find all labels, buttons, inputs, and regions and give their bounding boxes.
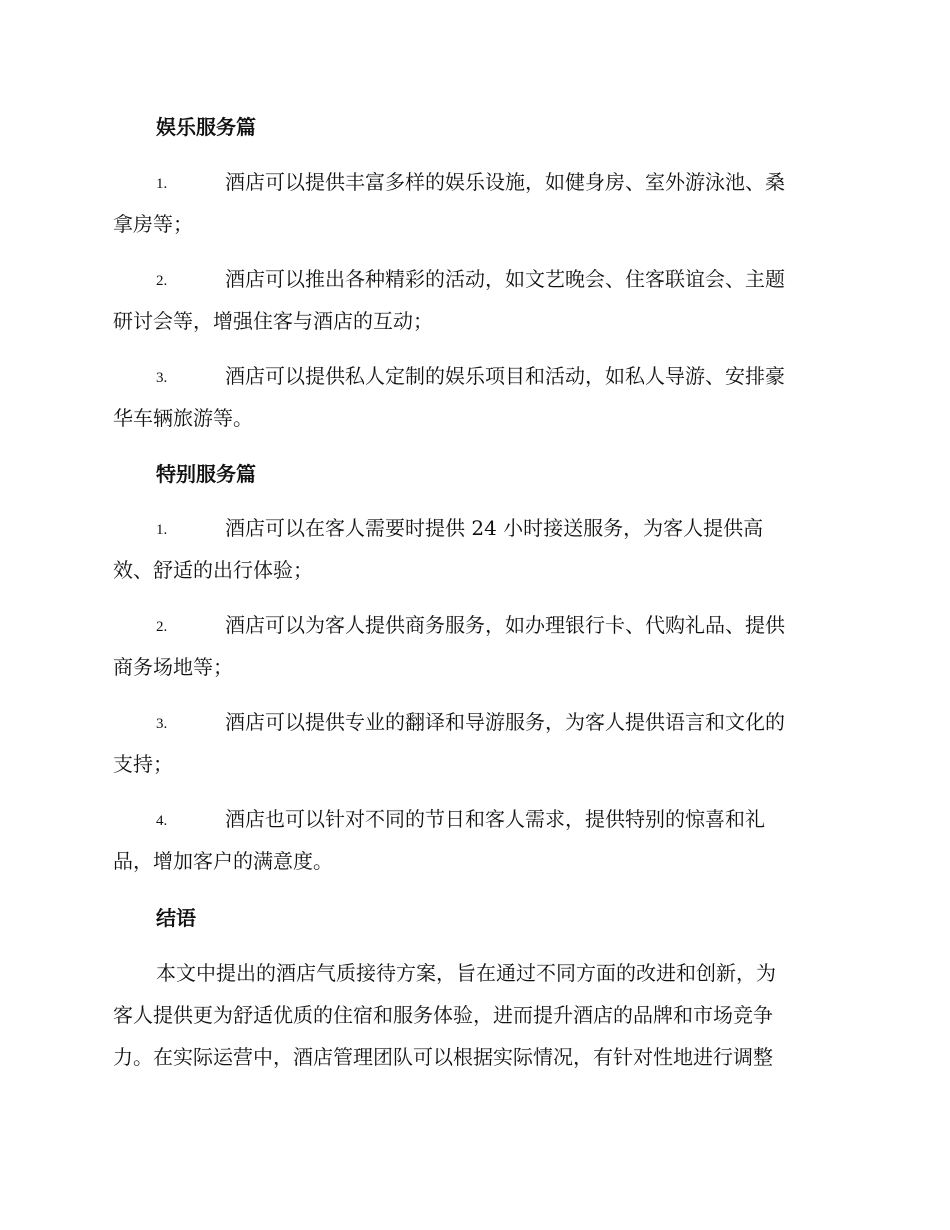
list-item-text: 酒店可以提供丰富多样的娱乐设施，如健身房、室外游泳池、桑 xyxy=(225,170,785,194)
list-item-text: 酒店可以提供私人定制的娱乐项目和活动，如私人导游、安排豪 xyxy=(225,364,785,388)
list-item-number: 1. xyxy=(156,522,168,538)
list-item-number: 2. xyxy=(156,619,168,635)
list-item-text: 酒店可以为客人提供商务服务，如办理银行卡、代购礼品、提供 xyxy=(225,613,785,637)
list-item-number: 3. xyxy=(156,370,168,386)
list-item-text: 酒店可以推出各种精彩的活动，如文艺晚会、住客联谊会、主题 xyxy=(225,267,785,291)
list-item-text: 酒店可以在客人需要时提供 24 小时接送服务，为客人提供高 xyxy=(225,516,764,540)
list-item-number: 1. xyxy=(156,176,168,192)
list-item-text-continued: 支持； xyxy=(113,752,173,776)
list-item-number: 2. xyxy=(156,273,168,289)
list-item-number: 3. xyxy=(156,716,168,732)
paragraph-line: 客人提供更为舒适优质的住宿和服务体验，进而提升酒店的品牌和市场竞争 xyxy=(113,1003,773,1027)
paragraph-line: 力。在实际运营中，酒店管理团队可以根据实际情况，有针对性地进行调整 xyxy=(113,1045,773,1069)
section-heading-special: 特别服务篇 xyxy=(156,462,256,486)
list-item-text-continued: 拿房等； xyxy=(113,212,193,236)
list-item-text-continued: 品，增加客户的满意度。 xyxy=(113,849,333,873)
list-item-text-continued: 研讨会等，增强住客与酒店的互动； xyxy=(113,309,433,333)
list-item-text: 酒店也可以针对不同的节日和客人需求，提供特别的惊喜和礼 xyxy=(225,807,765,831)
list-item-number: 4. xyxy=(156,813,168,829)
list-item-text-continued: 商务场地等； xyxy=(113,655,233,679)
section-heading-conclusion: 结语 xyxy=(156,906,196,930)
section-heading-entertainment: 娱乐服务篇 xyxy=(156,115,256,139)
paragraph-line: 本文中提出的酒店气质接待方案，旨在通过不同方面的改进和创新，为 xyxy=(156,961,776,985)
list-item-text-continued: 华车辆旅游等。 xyxy=(113,406,253,430)
list-item-text: 酒店可以提供专业的翻译和导游服务，为客人提供语言和文化的 xyxy=(225,710,785,734)
list-item-text-continued: 效、舒适的出行体验； xyxy=(113,558,313,582)
